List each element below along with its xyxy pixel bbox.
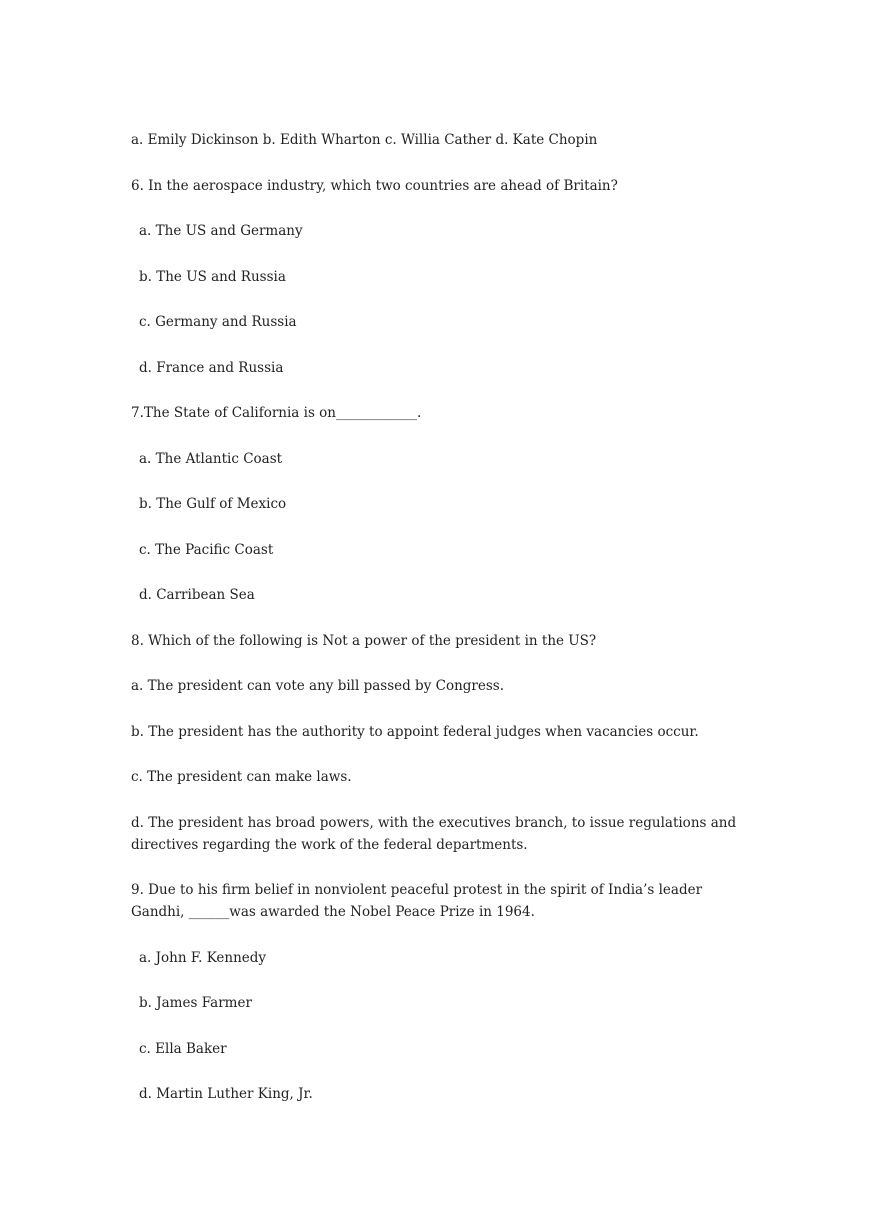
question-7-stem: 7.The State of California is on____________. [131,405,422,421]
question-9-option-c: c. Ella Baker [139,1040,227,1057]
question-7-option-c: c. The Pacific Coast [139,541,274,558]
question-6-option-c: c. Germany and Russia [139,314,297,330]
question-7-option-d: d. Carribean Sea [139,587,255,603]
question-8-option-c: c. The president can make laws. [131,769,352,785]
question-8-option-a: a. The president can vote any bill passed by Congress. [131,678,504,694]
question-9-option-b: b. James Farmer [139,995,252,1011]
question-7-option-a: a. The Atlantic Coast [139,450,283,467]
question-7-option-b: b. The Gulf of Mexico [139,496,287,512]
question-6-stem: 6. In the aerospace industry, which two countries are ahead of Britain? [131,177,618,194]
question-8-stem: 8. Which of the following is Not a power of the president in the US? [131,632,597,649]
question-6-option-a: a. The US and Germany [139,223,303,239]
question-8-option-b: b. The president has the authority to appoint federal judges when vacancies occur. [131,723,699,740]
document-page [131,129,751,1129]
question-6-option-d: d. France and Russia [139,359,284,376]
question-9-option-a: a. John F. Kennedy [139,949,267,966]
question-9-stem: 9. Due to his firm belief in nonviolent peaceful protest in the spirit of India’s leader Gandhi, ______was awarded the Nobel Peace Prize in 1964. [131,882,707,920]
question-5-options: a. Emily Dickinson b. Edith Wharton c. Willia Cather d. Kate Chopin [131,132,598,148]
question-6-option-b: b. The US and Russia [139,268,286,285]
question-9-option-d: d. Martin Luther King, Jr. [139,1086,313,1102]
question-8-option-d: d. The president has broad powers, with the executives branch, to issue regulations and directives regarding the work of the federal departments. [131,814,741,853]
